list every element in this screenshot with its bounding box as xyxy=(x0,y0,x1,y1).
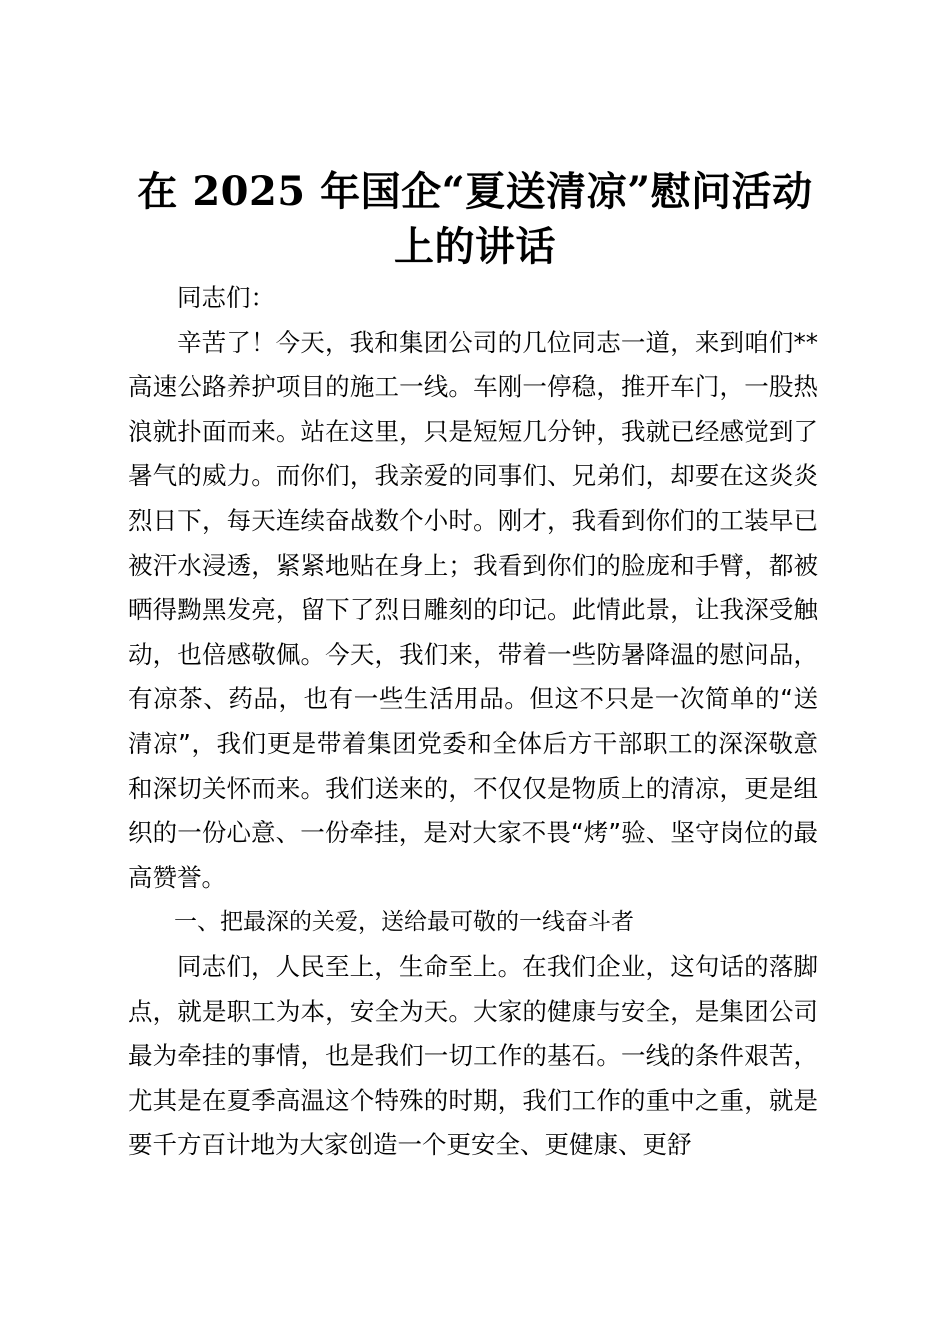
document-title: 在 2025 年国企“夏送清凉”慰问活动上的讲话 xyxy=(137,168,813,270)
paragraph: 辛苦了！今天，我和集团公司的几位同志一道，来到咱们**高速公路养护项目的施工一线。车刚一停稳，推开车门，一股热浪就扑面而来。站在这里，只是短短几分钟，我就已经感觉到了暑气的威力。而你们，我亲爱的同事们、兄弟们，却要在这炎炎烈日下，每天连续奋战数个小时。刚才，我看到你们的工装早已被汗水浸透，紧紧地贴在身上；我看到你们的脸庞和手臂，都被晒得黝黑发亮，留下了烈日雕刻的印记。此情此景，让我深受触动，也倍感敬佩。今天，我们来，带着一些防暑降温的慰问品，有凉茶、药品，也有一些生活用品。但这不只是一次简单的“送清凉”，我们更是带着集团党委和全体后方干部职工的深深敬意和深切关怀而来。我们送来的，不仅仅是物质上的清凉，更是组织的一份心意、一份牵挂，是对大家不畏“烤”验、坚守岗位的最高赞誉。 xyxy=(128,327,818,892)
section-heading: 一、把最深的关爱，送给最可敬的一线奋斗者 xyxy=(174,909,634,936)
document-body xyxy=(128,276,818,1168)
paragraph: 同志们，人民至上，生命至上。在我们企业，这句话的落脚点，就是职工为本，安全为天。大家的健康与安全，是集团公司最为牵挂的事情，也是我们一切工作的基石。一线的条件艰苦，尤其是在夏季高温这个特殊的时期，我们工作的重中之重，就是要千方百计地为大家创造一个更安全、更健康、更舒 xyxy=(128,951,818,1160)
salutation: 同志们： xyxy=(177,283,275,312)
